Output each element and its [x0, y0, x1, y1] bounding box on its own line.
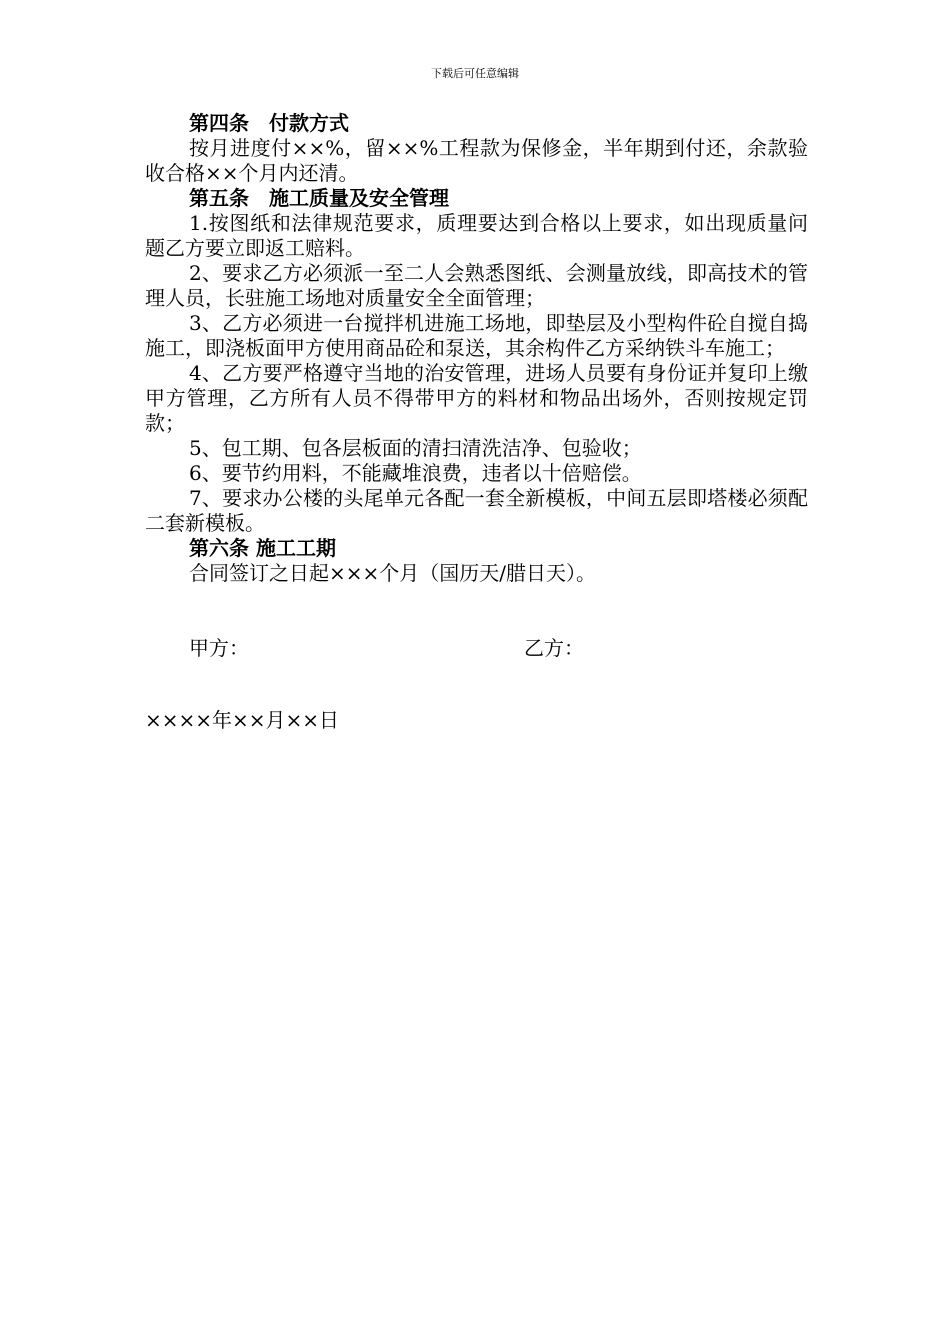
signature-block [189, 636, 809, 661]
article-5-item-6: 6、要节约用料，不能藏堆浪费，违者以十倍赔偿。 [189, 461, 642, 485]
article-4-text: 按月进度付××%，留××%工程款为保修金，半年期到付还，余款验收合格××个月内还清。 [145, 136, 808, 185]
document-body [145, 111, 808, 586]
article-5-item-4: 4、乙方要严格遵守当地的治安管理，进场人员要有身份证并复印上缴甲方管理，乙方所有人员不得带甲方的料材和物品出场外，否则按规定罚款； [145, 361, 808, 435]
header-note: 下载后可任意编辑 [431, 67, 519, 80]
party-b-label: 乙方： [524, 636, 584, 660]
article-5-item-7: 7、要求办公楼的头尾单元各配一套全新模板，中间五层即塔楼必须配二套新模板。 [145, 486, 808, 535]
contract-date: ××××年××月××日 [145, 708, 340, 732]
article-5-item-3: 3、乙方必须进一台搅拌机进施工场地，即垫层及小型构件砼自搅自捣施工，即浇板面甲方使用商品砼和泵送，其余构件乙方采纳铁斗车施工； [145, 311, 808, 360]
article-5-item-2: 2、要求乙方必须派一至二人会熟悉图纸、会测量放线，即高技术的管理人员，长驻施工场地对质量安全全面管理； [145, 261, 808, 310]
party-a-label: 甲方： [189, 636, 249, 660]
article-6-title: 第六条 施工工期 [189, 536, 336, 560]
article-5-item-1: 1.按图纸和法律规范要求，质理要达到合格以上要求，如出现质量问题乙方要立即返工赔料。 [145, 211, 808, 260]
article-6-text: 合同签订之日起×××个月（国历天/腊日天）。 [189, 561, 597, 585]
article-4-title: 第四条 付款方式 [189, 111, 349, 135]
article-5-title: 第五条 施工质量及安全管理 [189, 186, 449, 210]
article-5-item-5: 5、包工期、包各层板面的清扫清洗洁净、包验收； [189, 436, 642, 460]
